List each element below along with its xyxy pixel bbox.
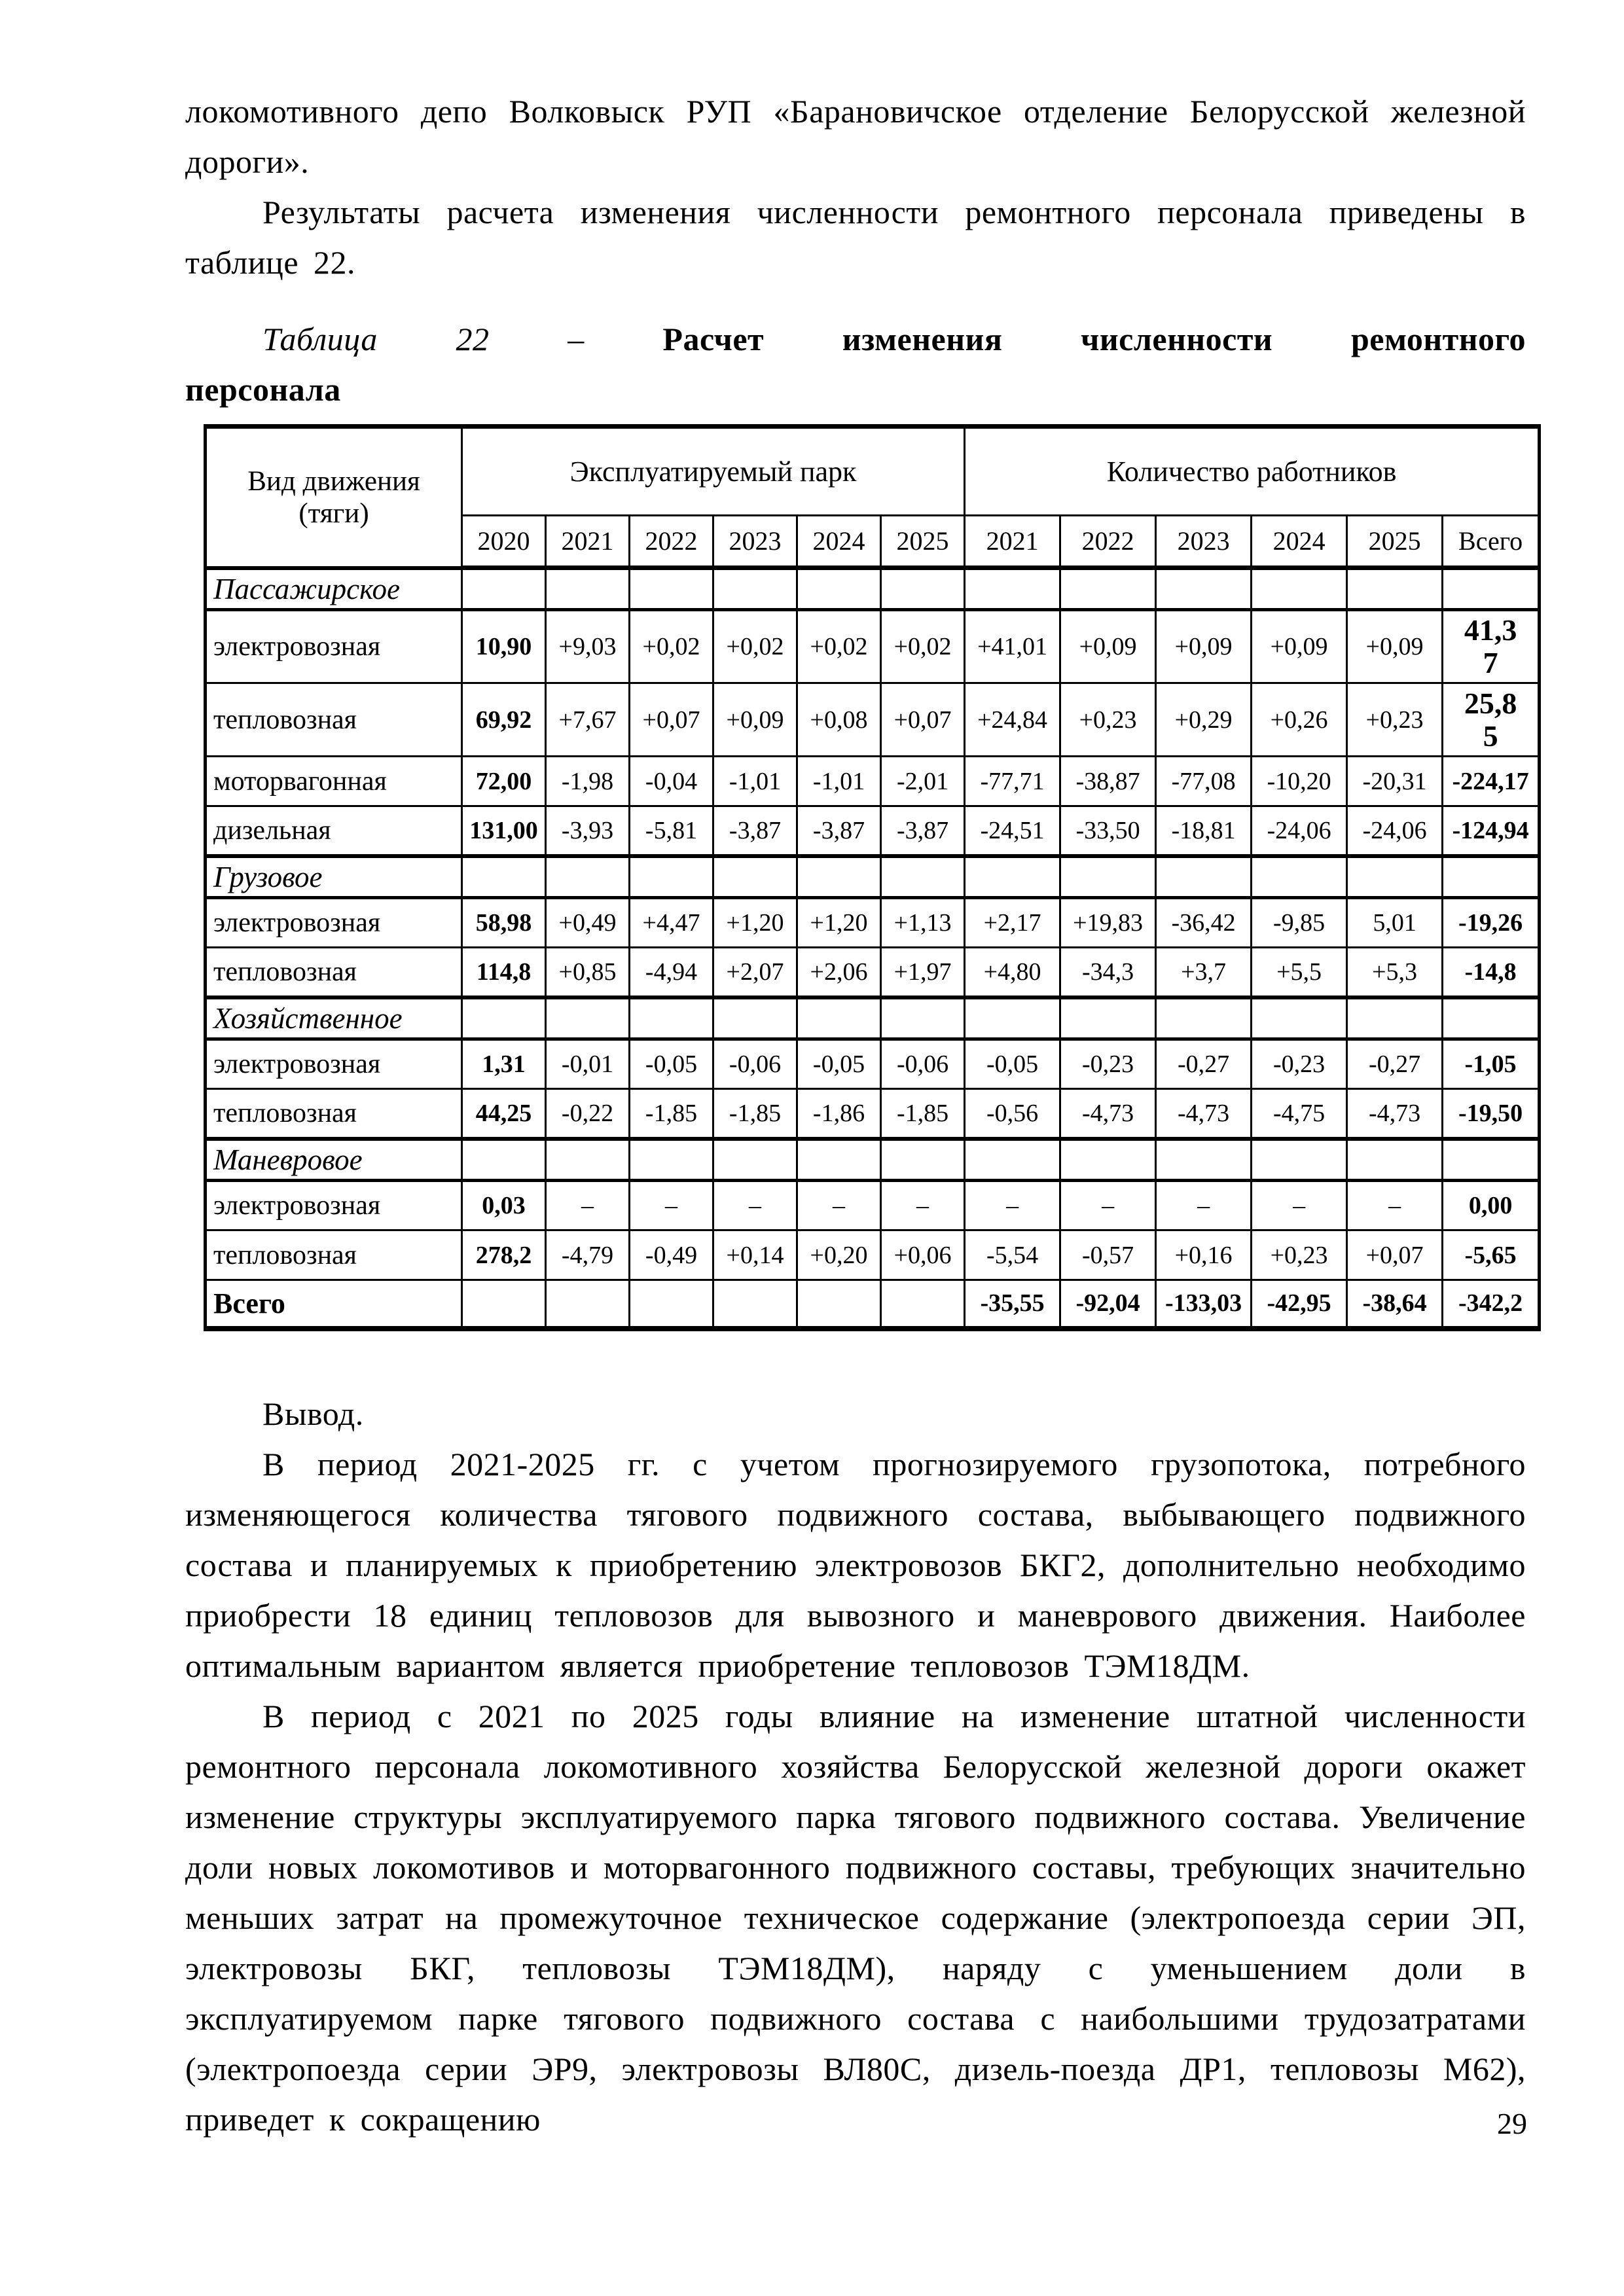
table-cell: 0,03 xyxy=(462,1181,546,1230)
table-cell: – xyxy=(1156,1181,1252,1230)
table-cell: +4,80 xyxy=(965,948,1060,997)
table-cell xyxy=(965,568,1060,610)
table-cell: -3,87 xyxy=(797,806,881,856)
table-cell xyxy=(1252,856,1347,898)
table-cell: -1,85 xyxy=(713,1089,797,1139)
table-cell: -4,73 xyxy=(1347,1089,1443,1139)
table-cell: -3,93 xyxy=(546,806,630,856)
table-cell: -1,86 xyxy=(797,1089,881,1139)
table-cell xyxy=(462,1280,546,1329)
table-row xyxy=(206,1139,1540,1181)
table-caption xyxy=(185,314,1526,415)
table-cell: 44,25 xyxy=(462,1089,546,1139)
table-cell: -24,06 xyxy=(1347,806,1443,856)
table-cell: +0,29 xyxy=(1156,683,1252,757)
table-cell: электровозная xyxy=(206,610,462,683)
table-cell: -0,06 xyxy=(881,1039,965,1089)
table-cell: -2,01 xyxy=(881,757,965,806)
table-cell: тепловозная xyxy=(206,1089,462,1139)
table-cell: +0,07 xyxy=(630,683,713,757)
table-cell: -9,85 xyxy=(1252,898,1347,948)
table-cell: +0,02 xyxy=(630,610,713,683)
table-cell: -77,71 xyxy=(965,757,1060,806)
table-cell xyxy=(462,1139,546,1181)
table-cell: -4,75 xyxy=(1252,1089,1347,1139)
table-cell: – xyxy=(881,1181,965,1230)
table-cell: -4,79 xyxy=(546,1230,630,1280)
table-cell xyxy=(881,1139,965,1181)
paragraph-results: Результаты расчета изменения численности ремонтного персонала приведены в таблице 22. xyxy=(185,194,1526,281)
table-cell: -36,42 xyxy=(1156,898,1252,948)
table-cell xyxy=(881,856,965,898)
year-header: 2024 xyxy=(797,516,881,568)
table-cell: +0,07 xyxy=(881,683,965,757)
table-cell: -1,98 xyxy=(546,757,630,806)
table-cell: +2,06 xyxy=(797,948,881,997)
table-caption-title: Расчет изменения численности ремонтного персонала xyxy=(185,321,1526,408)
table-cell: +0,09 xyxy=(713,683,797,757)
table-cell: -0,05 xyxy=(965,1039,1060,1089)
table-cell xyxy=(713,1280,797,1329)
table-caption-number: Таблица 22 xyxy=(262,321,490,357)
table-cell: +41,01 xyxy=(965,610,1060,683)
table-cell: +0,09 xyxy=(1060,610,1156,683)
table-cell xyxy=(1060,856,1156,898)
table-cell: +0,26 xyxy=(1252,683,1347,757)
table-cell: +0,02 xyxy=(797,610,881,683)
table-cell: +1,20 xyxy=(713,898,797,948)
table-cell xyxy=(713,1139,797,1181)
table-cell: -224,17 xyxy=(1443,757,1540,806)
table-cell xyxy=(1443,856,1540,898)
table-cell: -42,95 xyxy=(1252,1280,1347,1329)
table-cell: 5,01 xyxy=(1347,898,1443,948)
table-cell xyxy=(1060,1139,1156,1181)
table-cell: Хозяйственное xyxy=(206,997,462,1039)
table-cell: +0,02 xyxy=(881,610,965,683)
table-cell: +0,23 xyxy=(1060,683,1156,757)
table-cell: -4,94 xyxy=(630,948,713,997)
table-cell: 58,98 xyxy=(462,898,546,948)
table-caption-dash: – xyxy=(568,321,585,357)
table-cell: -0,23 xyxy=(1252,1039,1347,1089)
column-group-operated-fleet: Эксплуатируемый парк xyxy=(462,427,965,516)
table-cell: -342,2 xyxy=(1443,1280,1540,1329)
table-cell xyxy=(1443,568,1540,610)
table-cell: – xyxy=(1060,1181,1156,1230)
table-cell: -20,31 xyxy=(1347,757,1443,806)
column-group-worker-count: Количество работников xyxy=(965,427,1540,516)
table-row xyxy=(206,757,1540,806)
table-cell xyxy=(965,856,1060,898)
table-cell: Пассажирское xyxy=(206,568,462,610)
table-cell: -5,54 xyxy=(965,1230,1060,1280)
table-cell: электровозная xyxy=(206,898,462,948)
year-header: 2022 xyxy=(630,516,713,568)
table-row xyxy=(206,948,1540,997)
table-row xyxy=(206,856,1540,898)
table-cell: -38,87 xyxy=(1060,757,1156,806)
table-row xyxy=(206,1039,1540,1089)
table-row xyxy=(206,1280,1540,1329)
table-row xyxy=(206,806,1540,856)
table-cell: +0,23 xyxy=(1347,683,1443,757)
table-row xyxy=(206,683,1540,757)
table-cell xyxy=(462,997,546,1039)
table-cell: -0,05 xyxy=(630,1039,713,1089)
table-cell: +2,07 xyxy=(713,948,797,997)
table-cell: +19,83 xyxy=(1060,898,1156,948)
table-cell xyxy=(1060,568,1156,610)
table-cell: -0,06 xyxy=(713,1039,797,1089)
table-cell: +0,06 xyxy=(881,1230,965,1280)
table-cell: +4,47 xyxy=(630,898,713,948)
table-cell: – xyxy=(546,1181,630,1230)
table-row xyxy=(206,610,1540,683)
table-cell xyxy=(881,997,965,1039)
table-cell xyxy=(1347,568,1443,610)
table-cell: – xyxy=(1252,1181,1347,1230)
table-cell xyxy=(1252,997,1347,1039)
table-header-row xyxy=(206,427,1540,516)
table-cell: -0,27 xyxy=(1156,1039,1252,1089)
table-cell xyxy=(1252,568,1347,610)
table-cell: +0,14 xyxy=(713,1230,797,1280)
table-cell xyxy=(630,568,713,610)
table-cell: +7,67 xyxy=(546,683,630,757)
table-cell: -24,06 xyxy=(1252,806,1347,856)
paragraph-conclusion-2: В период с 2021 по 2025 годы влияние на изменение штатной численности ремонтного персонала локомотивного хозяйства Белорусской железной дороги окажет изменение структуры эксплуатируемого парка тягового подвижного состава. Увеличение доли новых локомотивов и моторвагонного подвижного составы, требующих значительно меньших затрат на промежуточное техническое содержание (электропоезда серии ЭП, электровозы БКГ, тепловозы ТЭМ18ДМ), наряду с уменьшением доли в эксплуатируемом парке тягового подвижного состава с наибольшими трудозатратами (электропоезда серии ЭР9, электровозы ВЛ80С, дизель-поезда ДР1, тепловозы М62), приведет к сокращению xyxy=(185,1697,1526,2138)
paragraph-conclusion-1: В период 2021-2025 гг. с учетом прогнозируемого грузопотока, потребного изменяющегося количества тягового подвижного состава, выбывающего подвижного состава и планируемых к приобретению электровозов БКГ2, дополнительно необходимо приобрести 18 единиц тепловозов для вывозного и маневрового движения. Наиболее оптимальным вариантом является приобретение тепловозов ТЭМ18ДМ. xyxy=(185,1445,1526,1684)
table-cell: +0,02 xyxy=(713,610,797,683)
year-header: 2022 xyxy=(1060,516,1156,568)
table-cell: 69,92 xyxy=(462,683,546,757)
table-cell: – xyxy=(713,1181,797,1230)
table-cell: 41,3 7 xyxy=(1443,610,1540,683)
table-cell: Грузовое xyxy=(206,856,462,898)
table-cell xyxy=(546,856,630,898)
table-cell xyxy=(630,856,713,898)
table-row xyxy=(206,1230,1540,1280)
table-cell: -0,57 xyxy=(1060,1230,1156,1280)
table-cell xyxy=(797,568,881,610)
table-cell: +0,09 xyxy=(1347,610,1443,683)
table-cell: -0,23 xyxy=(1060,1039,1156,1089)
table-cell: Всего xyxy=(206,1280,462,1329)
table-cell: +3,7 xyxy=(1156,948,1252,997)
table-cell: +24,84 xyxy=(965,683,1060,757)
year-header: 2023 xyxy=(713,516,797,568)
year-header: 2025 xyxy=(881,516,965,568)
table-cell: +0,08 xyxy=(797,683,881,757)
table-cell: -0,56 xyxy=(965,1089,1060,1139)
year-header: 2021 xyxy=(546,516,630,568)
table-cell: -35,55 xyxy=(965,1280,1060,1329)
table-cell xyxy=(630,1139,713,1181)
table-cell xyxy=(1156,997,1252,1039)
table-cell: -1,85 xyxy=(630,1089,713,1139)
table-cell: -133,03 xyxy=(1156,1280,1252,1329)
table-cell: -5,65 xyxy=(1443,1230,1540,1280)
table-cell xyxy=(965,1139,1060,1181)
table-cell xyxy=(546,568,630,610)
table-cell: – xyxy=(630,1181,713,1230)
table-cell xyxy=(1347,856,1443,898)
table-cell: -3,87 xyxy=(713,806,797,856)
table-cell xyxy=(1156,568,1252,610)
table-cell: -124,94 xyxy=(1443,806,1540,856)
table-cell: -1,85 xyxy=(881,1089,965,1139)
table-cell: -0,27 xyxy=(1347,1039,1443,1089)
table-cell: +5,5 xyxy=(1252,948,1347,997)
table-cell: -19,50 xyxy=(1443,1089,1540,1139)
year-header: Всего xyxy=(1443,516,1540,568)
year-header: 2021 xyxy=(965,516,1060,568)
table-cell xyxy=(713,856,797,898)
table-cell: 10,90 xyxy=(462,610,546,683)
table-cell: тепловозная xyxy=(206,683,462,757)
column-header-traction-type: Вид движения (тяги) xyxy=(206,427,462,568)
table-cell: +2,17 xyxy=(965,898,1060,948)
table-cell: -3,87 xyxy=(881,806,965,856)
table-cell: 131,00 xyxy=(462,806,546,856)
table-cell: +0,09 xyxy=(1156,610,1252,683)
table-cell: дизельная xyxy=(206,806,462,856)
table-cell: +0,49 xyxy=(546,898,630,948)
table-cell: -1,01 xyxy=(797,757,881,806)
table-cell: +1,20 xyxy=(797,898,881,948)
table-cell xyxy=(630,997,713,1039)
table-cell: 72,00 xyxy=(462,757,546,806)
table-cell: тепловозная xyxy=(206,1230,462,1280)
year-header: 2025 xyxy=(1347,516,1443,568)
table-cell: -92,04 xyxy=(1060,1280,1156,1329)
table-cell xyxy=(797,856,881,898)
table-cell: -77,08 xyxy=(1156,757,1252,806)
table-cell: -0,01 xyxy=(546,1039,630,1089)
table-row xyxy=(206,898,1540,948)
table-cell xyxy=(965,997,1060,1039)
table-row xyxy=(206,1181,1540,1230)
table-cell: -1,01 xyxy=(713,757,797,806)
table-cell: -1,05 xyxy=(1443,1039,1540,1089)
table-cell: +0,20 xyxy=(797,1230,881,1280)
table-cell: -4,73 xyxy=(1060,1089,1156,1139)
table-cell: 278,2 xyxy=(462,1230,546,1280)
table-cell: +0,23 xyxy=(1252,1230,1347,1280)
table-cell xyxy=(1252,1139,1347,1181)
table-cell: – xyxy=(797,1181,881,1230)
table-cell: +1,97 xyxy=(881,948,965,997)
table-cell: -10,20 xyxy=(1252,757,1347,806)
table-cell: -14,8 xyxy=(1443,948,1540,997)
table-cell xyxy=(881,568,965,610)
table-cell xyxy=(797,997,881,1039)
table-22 xyxy=(204,424,1541,1331)
table-cell: +1,13 xyxy=(881,898,965,948)
paragraph-conclusion-label: Вывод. xyxy=(262,1395,364,1432)
table-cell: +0,85 xyxy=(546,948,630,997)
table-cell xyxy=(462,856,546,898)
page-number: 29 xyxy=(1497,2107,1527,2140)
table-cell xyxy=(462,568,546,610)
table-cell: -0,05 xyxy=(797,1039,881,1089)
table-cell xyxy=(546,1280,630,1329)
table-cell xyxy=(1443,1139,1540,1181)
year-header: 2024 xyxy=(1252,516,1347,568)
table-cell xyxy=(713,997,797,1039)
table-cell xyxy=(1156,856,1252,898)
table-cell: 1,31 xyxy=(462,1039,546,1089)
table-cell xyxy=(546,1139,630,1181)
table-cell: -33,50 xyxy=(1060,806,1156,856)
table-cell: -18,81 xyxy=(1156,806,1252,856)
table-cell: 114,8 xyxy=(462,948,546,997)
table-row xyxy=(206,997,1540,1039)
year-header: 2023 xyxy=(1156,516,1252,568)
table-cell: +0,16 xyxy=(1156,1230,1252,1280)
table-cell: Маневровое xyxy=(206,1139,462,1181)
table-cell: -0,22 xyxy=(546,1089,630,1139)
paragraph-intro: локомотивного депо Волковыск РУП «Барановичское отделение Белорусской железной дороги». xyxy=(185,93,1526,180)
table-cell: тепловозная xyxy=(206,948,462,997)
table-cell xyxy=(1347,1139,1443,1181)
table-cell: +0,07 xyxy=(1347,1230,1443,1280)
table-cell xyxy=(1060,997,1156,1039)
table-row xyxy=(206,568,1540,610)
table-cell: -0,49 xyxy=(630,1230,713,1280)
table-cell: 0,00 xyxy=(1443,1181,1540,1230)
table-cell xyxy=(797,1280,881,1329)
table-cell xyxy=(1443,997,1540,1039)
table-cell: +9,03 xyxy=(546,610,630,683)
table-cell: +5,3 xyxy=(1347,948,1443,997)
table-cell: электровозная xyxy=(206,1181,462,1230)
table-cell: – xyxy=(1347,1181,1443,1230)
table-cell xyxy=(881,1280,965,1329)
table-cell: электровозная xyxy=(206,1039,462,1089)
table-cell xyxy=(630,1280,713,1329)
table-cell: -34,3 xyxy=(1060,948,1156,997)
table-cell: -38,64 xyxy=(1347,1280,1443,1329)
table-cell xyxy=(1347,997,1443,1039)
table-cell: +0,09 xyxy=(1252,610,1347,683)
table-cell xyxy=(546,997,630,1039)
table-cell: -0,04 xyxy=(630,757,713,806)
table-cell: -19,26 xyxy=(1443,898,1540,948)
table-cell: -24,51 xyxy=(965,806,1060,856)
table-cell: – xyxy=(965,1181,1060,1230)
year-header: 2020 xyxy=(462,516,546,568)
table-cell: 25,8 5 xyxy=(1443,683,1540,757)
table-cell xyxy=(797,1139,881,1181)
table-cell: моторвагонная xyxy=(206,757,462,806)
table-cell: -4,73 xyxy=(1156,1089,1252,1139)
table-cell xyxy=(1156,1139,1252,1181)
page-content xyxy=(185,86,1529,2145)
table-cell xyxy=(713,568,797,610)
table-cell: -5,81 xyxy=(630,806,713,856)
table-row xyxy=(206,1089,1540,1139)
